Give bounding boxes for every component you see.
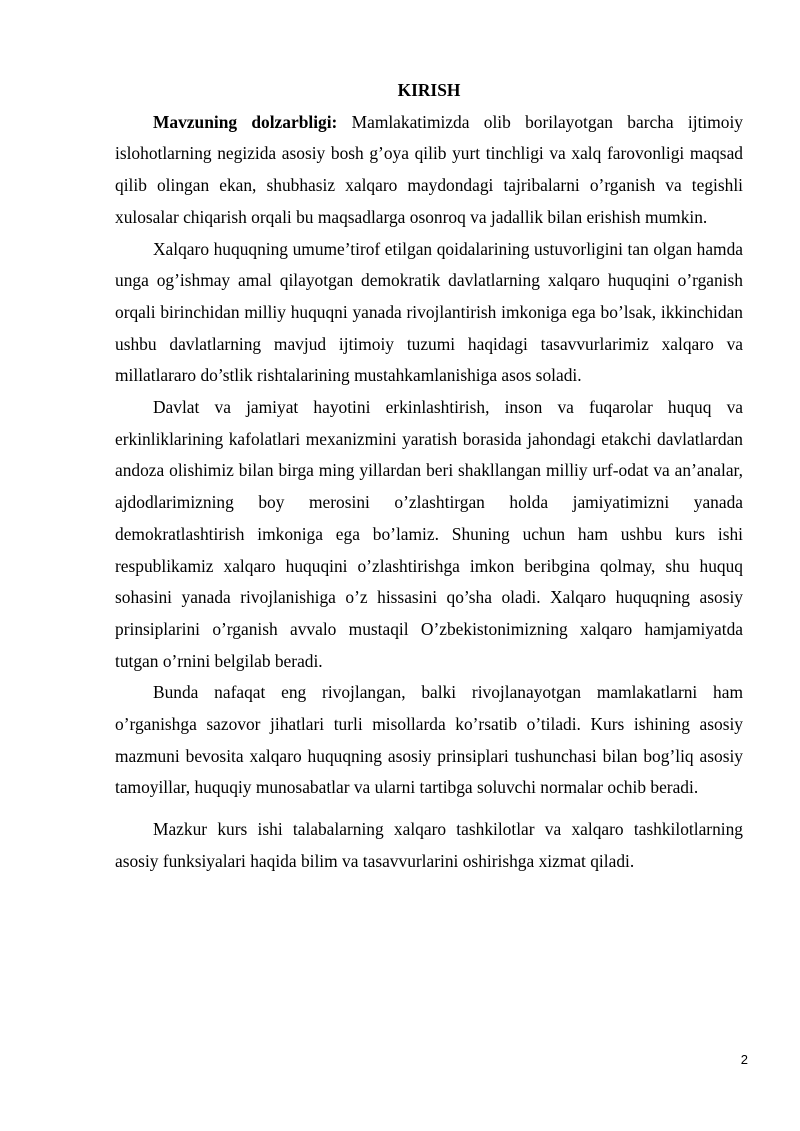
paragraph-lead: Mavzuning dolzarbligi: — [153, 111, 338, 132]
paragraph-course-purpose: Mazkur kurs ishi talabalarning xalqaro tashkilotlar va xalqaro tashkilotlarning asosiy funksiyalari haqida bilim va tasavvurlarini oshirishga xizmat qiladi. — [115, 819, 743, 871]
page-title: KIRISH — [397, 80, 461, 100]
page-content — [115, 75, 743, 878]
paragraph-course-content: Bunda nafaqat eng rivojlangan, balki rivojlanayotgan mamlakatlarni ham o’rganishga sazovor jihatlari turli misollarda ko’rsatib o’tiladi. Kurs ishining asosiy mazmuni bevosita xalqaro huquqning asosiy prinsiplari tushunchasi bilan bog’liq asosiy tamoyillar, huquqiy munosabatlar va ularni tartibga soluvchi normalar ochib beradi. — [115, 682, 743, 798]
paragraph-international-law: Xalqaro huquqning umume’tirof etilgan qoidalarining ustuvorligini tan olgan hamda unga og’ishmay amal qilayotgan demokratik davlatlarning xalqaro huquqini o’rganish orqali birinchidan milliy huquqni yanada rivojlantirish imkoniga ega bo’lsak, ikkinchidan ushbu davlatlarning mavjud ijtimoiy tuzumi haqidagi tasavvurlarimiz xalqaro va millatlararo do’stlik rishtalarining mustahkamlanishiga asos soladi. — [115, 238, 743, 386]
paragraph-liberalization: Davlat va jamiyat hayotini erkinlashtirish, inson va fuqarolar huquq va erkinliklarining kafolatlari mexanizmini yaratish borasida jahondagi etakchi davlatlardan andoza olishimiz bilan birga ming yillardan beri shakllangan milliy urf-odat va an’analar, ajdodlarimizning boy merosini o’zlashtirgan holda jamiyatimizni yanada demokratlashtirish imkoniga ega bo’lamiz. Shuning uchun ham ushbu kurs ishi respublikamiz xalqaro huquqini o’zlashtirishga imkon beribgina qolmay, shu huquq sohasini yanada rivojlanishiga o’z hissasini qo’sha oladi. Xalqaro huquqning asosiy prinsiplarini o’rganish avvalo mustaqil O’zbekistonimizning xalqaro hamjamiyatda tutgan o’rnini belgilab beradi. — [115, 397, 743, 671]
paragraph-text: Mamlakatimizda olib borilayotgan barcha ijtimoiy islohotlarning negizida asosiy bosh g’oya qilib yurt tinchligi va xalq farovonligi maqsad qilib olingan ekan, shubhasiz xalqaro maydondagi tajribalarni o’rganish va tegishli xulosalar chiqarish orqali bu maqsadlarga osonroq va jadallik bilan erishish mumkin. — [115, 111, 743, 227]
paragraph-relevance — [115, 107, 743, 234]
page-number: 2 — [740, 1052, 748, 1067]
